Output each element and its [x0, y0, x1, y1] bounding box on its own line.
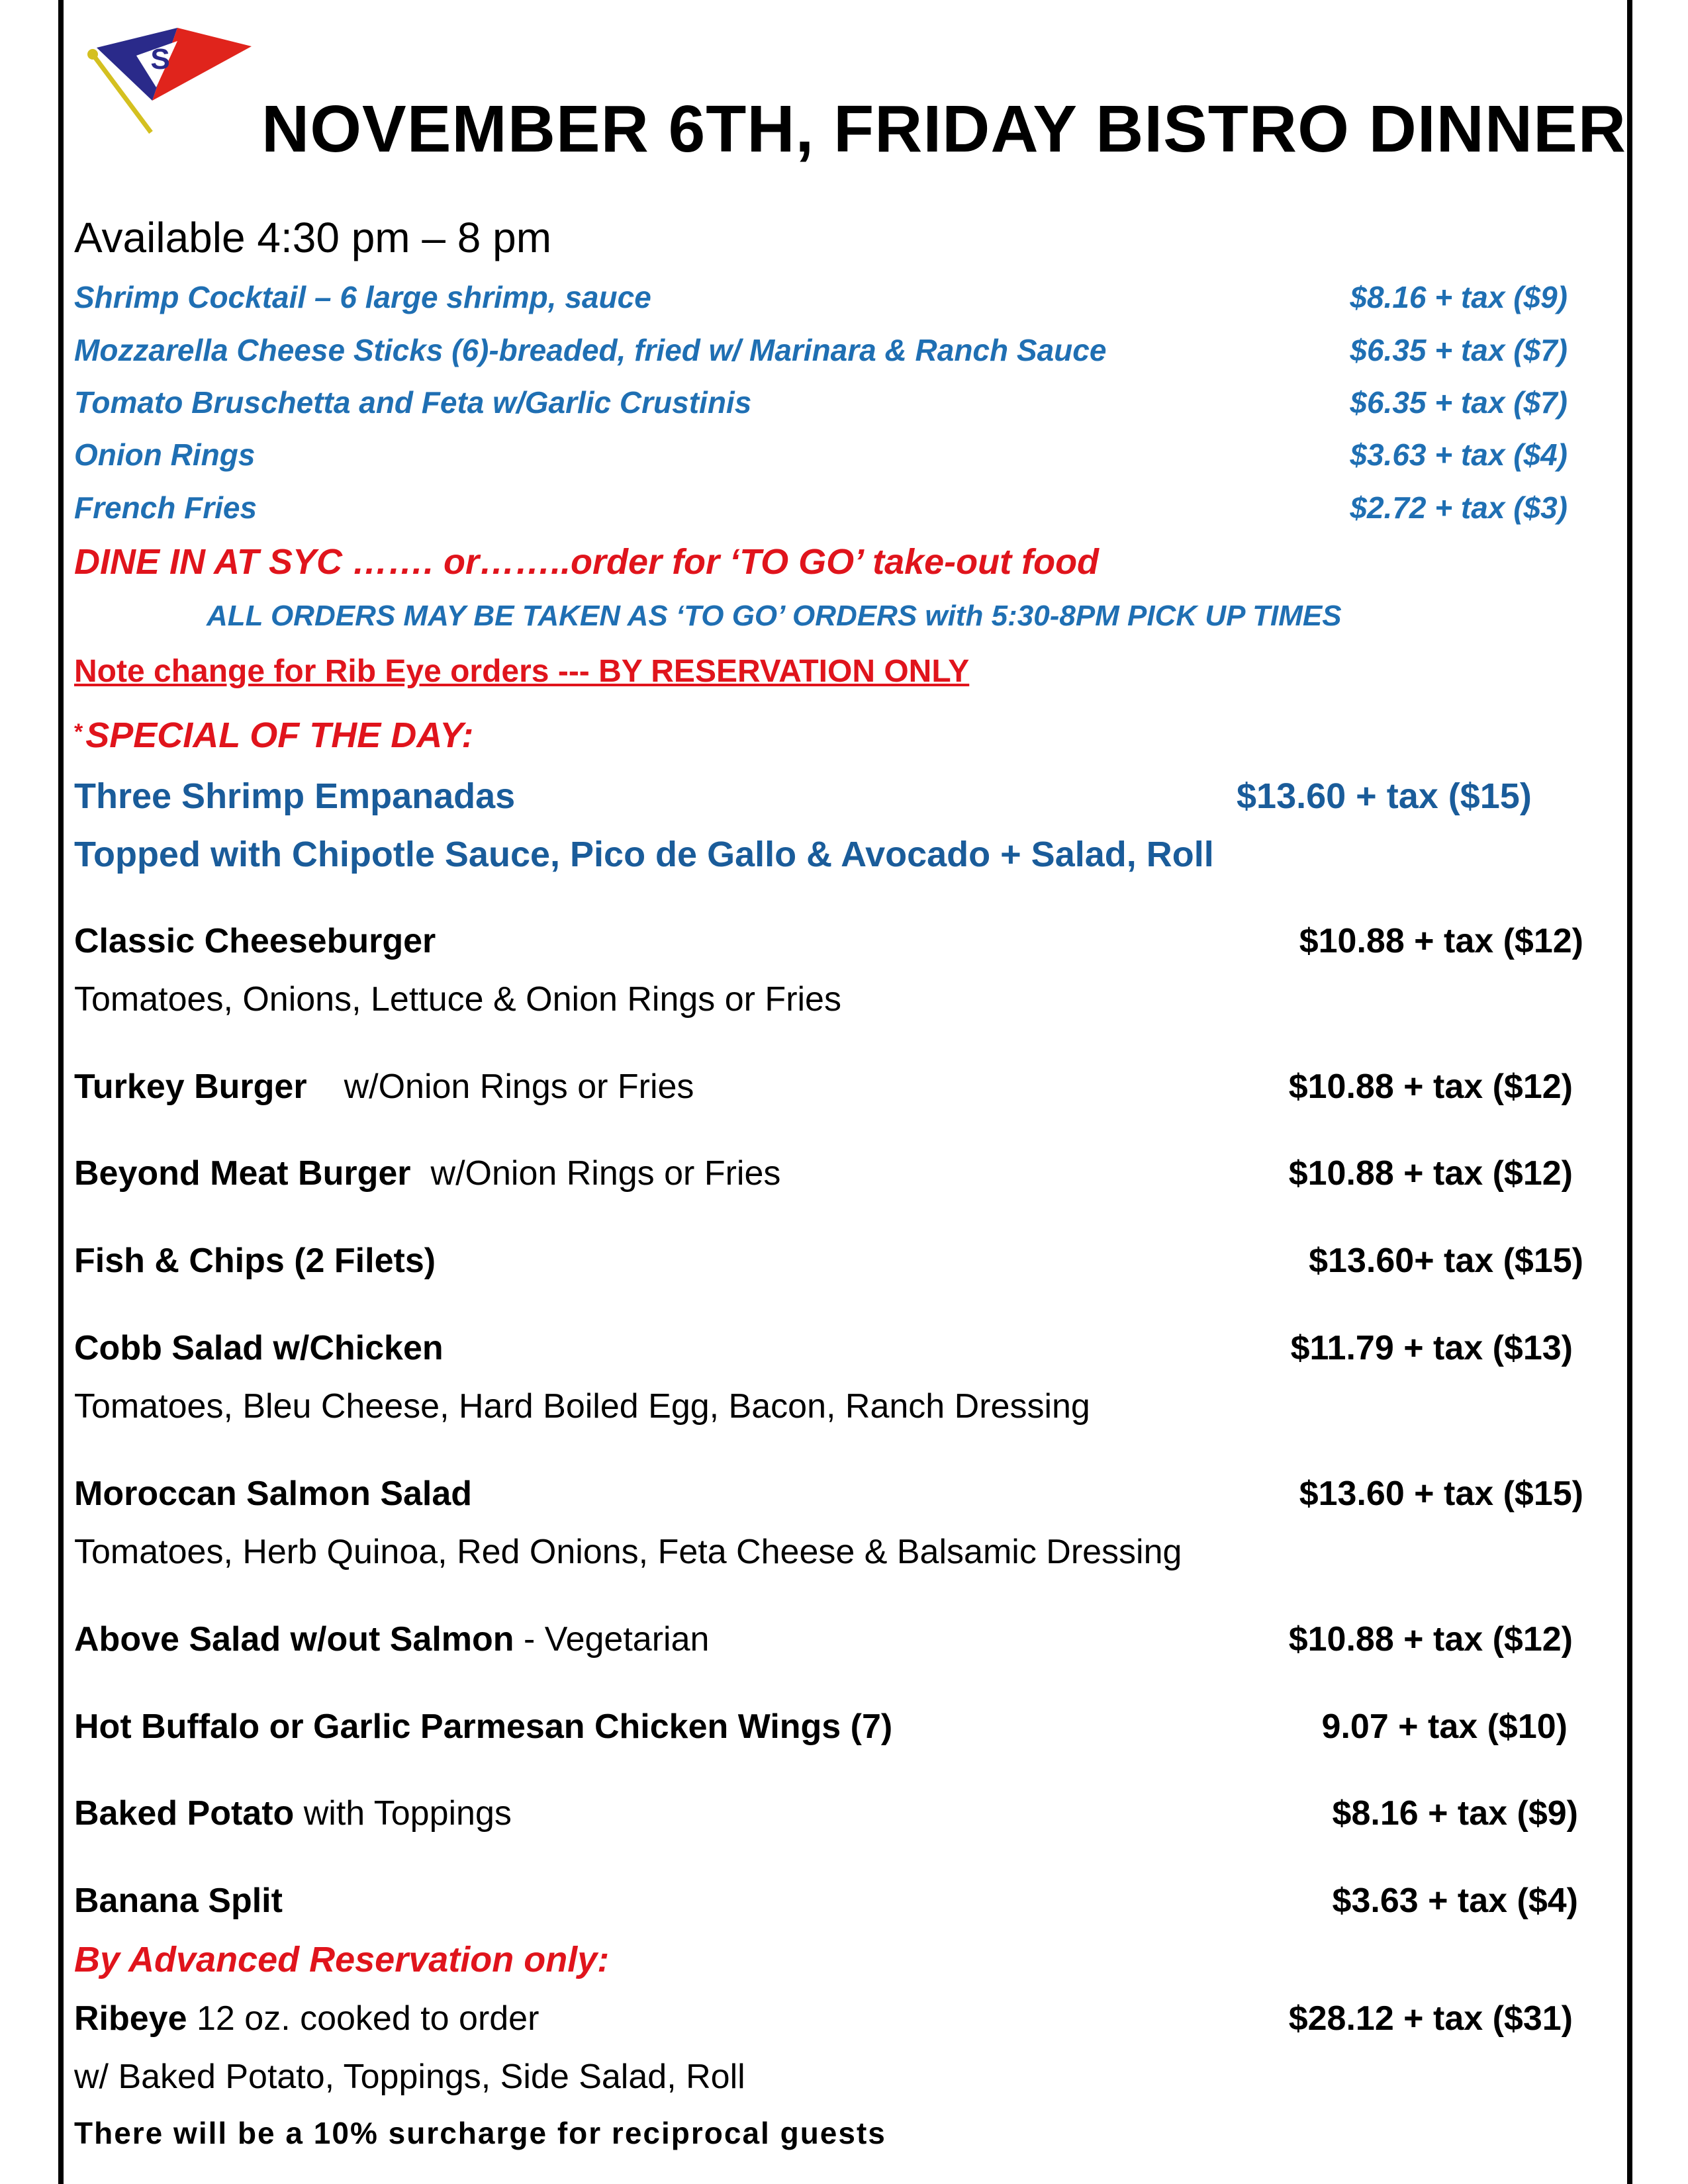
- appetizer-price: $2.72 + tax ($3): [1350, 490, 1568, 525]
- menu-item-price: $28.12 + tax ($31): [1288, 1999, 1573, 2038]
- item-title: Fish & Chips (2 Filets): [74, 1242, 436, 1280]
- menu-item-name: [74, 1999, 539, 2038]
- menu-item-name: [74, 1794, 512, 1833]
- item-title: Turkey Burger: [74, 1068, 307, 1106]
- appetizer-name: Onion Rings: [74, 437, 256, 472]
- availability-hours: Available 4:30 pm – 8 pm: [74, 214, 552, 261]
- page-border-right: [1627, 0, 1632, 2184]
- menu-item-name: [74, 921, 436, 961]
- menu-item-name: [74, 1067, 694, 1107]
- surcharge-notice: There will be a 10% surcharge for reciprocal guests: [74, 2116, 886, 2150]
- menu-item-name: [74, 1619, 709, 1659]
- menu-item-name: [74, 1328, 444, 1368]
- appetizer-name: Shrimp Cocktail – 6 large shrimp, sauce: [74, 280, 651, 314]
- special-price: $13.60 + tax ($15): [1237, 776, 1532, 816]
- menu-item-price: $13.60+ tax ($15): [1309, 1242, 1583, 1280]
- item-title: Baked Potato: [74, 1794, 295, 1833]
- menu-item-name: [74, 1707, 892, 1747]
- item-title: Moroccan Salmon Salad: [74, 1475, 473, 1513]
- item-title: Classic Cheeseburger: [74, 922, 436, 960]
- menu-item-price: $10.88 + tax ($12): [1288, 1068, 1573, 1106]
- appetizer-price: $6.35 + tax ($7): [1350, 333, 1568, 367]
- menu-item-price: $10.88 + tax ($12): [1288, 1620, 1573, 1659]
- club-burgee-logo: [78, 15, 257, 147]
- menu-item-price: 9.07 + tax ($10): [1321, 1707, 1568, 1746]
- menu-item-name: [74, 1154, 780, 1193]
- appetizer-price: $6.35 + tax ($7): [1350, 385, 1568, 420]
- advanced-reservation-label: By Advanced Reservation only:: [74, 1940, 610, 1979]
- to-go-notice: ALL ORDERS MAY BE TAKEN AS ‘TO GO’ ORDERS with 5:30-8PM PICK UP TIMES: [207, 600, 1342, 632]
- menu-item-description: w/ Baked Potato, Toppings, Side Salad, Roll: [74, 2058, 745, 2096]
- menu-item-price: $13.60 + tax ($15): [1299, 1475, 1583, 1513]
- item-suffix: w/Onion Rings or Fries: [344, 1068, 694, 1106]
- menu-item-price: $10.88 + tax ($12): [1299, 922, 1583, 960]
- item-title: Above Salad w/out Salmon: [74, 1620, 514, 1659]
- menu-item-description: Tomatoes, Herb Quinoa, Red Onions, Feta Cheese & Balsamic Dressing: [74, 1533, 1182, 1571]
- ribeye-reservation-notice: Note change for Rib Eye orders --- BY RESERVATION ONLY: [74, 654, 970, 689]
- item-suffix: w/Onion Rings or Fries: [430, 1154, 781, 1193]
- item-title: Banana Split: [74, 1882, 283, 1920]
- appetizer-name: French Fries: [74, 490, 258, 525]
- item-suffix: with Toppings: [303, 1794, 512, 1833]
- item-title: Cobb Salad w/Chicken: [74, 1329, 444, 1367]
- special-name: Three Shrimp Empanadas: [74, 776, 516, 816]
- appetizer-name: Tomato Bruschetta and Feta w/Garlic Crustinis: [74, 385, 752, 420]
- item-title: Beyond Meat Burger: [74, 1154, 411, 1193]
- item-title: Ribeye: [74, 1999, 187, 2038]
- burgee-letter: S: [150, 43, 170, 75]
- menu-item-price: $11.79 + tax ($13): [1290, 1329, 1573, 1367]
- special-of-the-day-label: [74, 715, 473, 756]
- page-border-left: [58, 0, 64, 2184]
- menu-item-name: [74, 1241, 436, 1281]
- menu-item-name: [74, 1474, 472, 1514]
- asterisk: *: [74, 719, 83, 745]
- menu-item-description: Tomatoes, Onions, Lettuce & Onion Rings or Fries: [74, 980, 841, 1019]
- menu-item-description: Tomatoes, Bleu Cheese, Hard Boiled Egg, Bacon, Ranch Dressing: [74, 1387, 1090, 1426]
- appetizer-name: Mozzarella Cheese Sticks (6)-breaded, fried w/ Marinara & Ranch Sauce: [74, 333, 1107, 367]
- appetizer-price: $8.16 + tax ($9): [1350, 280, 1568, 314]
- flag-pole-top: [87, 49, 98, 60]
- item-suffix: - Vegetarian: [524, 1620, 710, 1659]
- item-title: Hot Buffalo or Garlic Parmesan Chicken Wings (7): [74, 1707, 893, 1746]
- special-label-text: SPECIAL OF THE DAY:: [85, 715, 474, 755]
- dine-in-notice: DINE IN AT SYC ……. or……..order for ‘TO GO’ take-out food: [74, 542, 1100, 582]
- page-title: NOVEMBER 6TH, FRIDAY BISTRO DINNER: [261, 92, 1627, 166]
- menu-item-name: [74, 1881, 283, 1921]
- menu-item-price: $10.88 + tax ($12): [1288, 1154, 1573, 1193]
- item-suffix: 12 oz. cooked to order: [196, 1999, 539, 2038]
- appetizer-price: $3.63 + tax ($4): [1350, 437, 1568, 472]
- menu-item-price: $8.16 + tax ($9): [1332, 1794, 1578, 1833]
- menu-item-price: $3.63 + tax ($4): [1332, 1882, 1578, 1920]
- special-description: Topped with Chipotle Sauce, Pico de Gallo & Avocado + Salad, Roll: [74, 835, 1214, 874]
